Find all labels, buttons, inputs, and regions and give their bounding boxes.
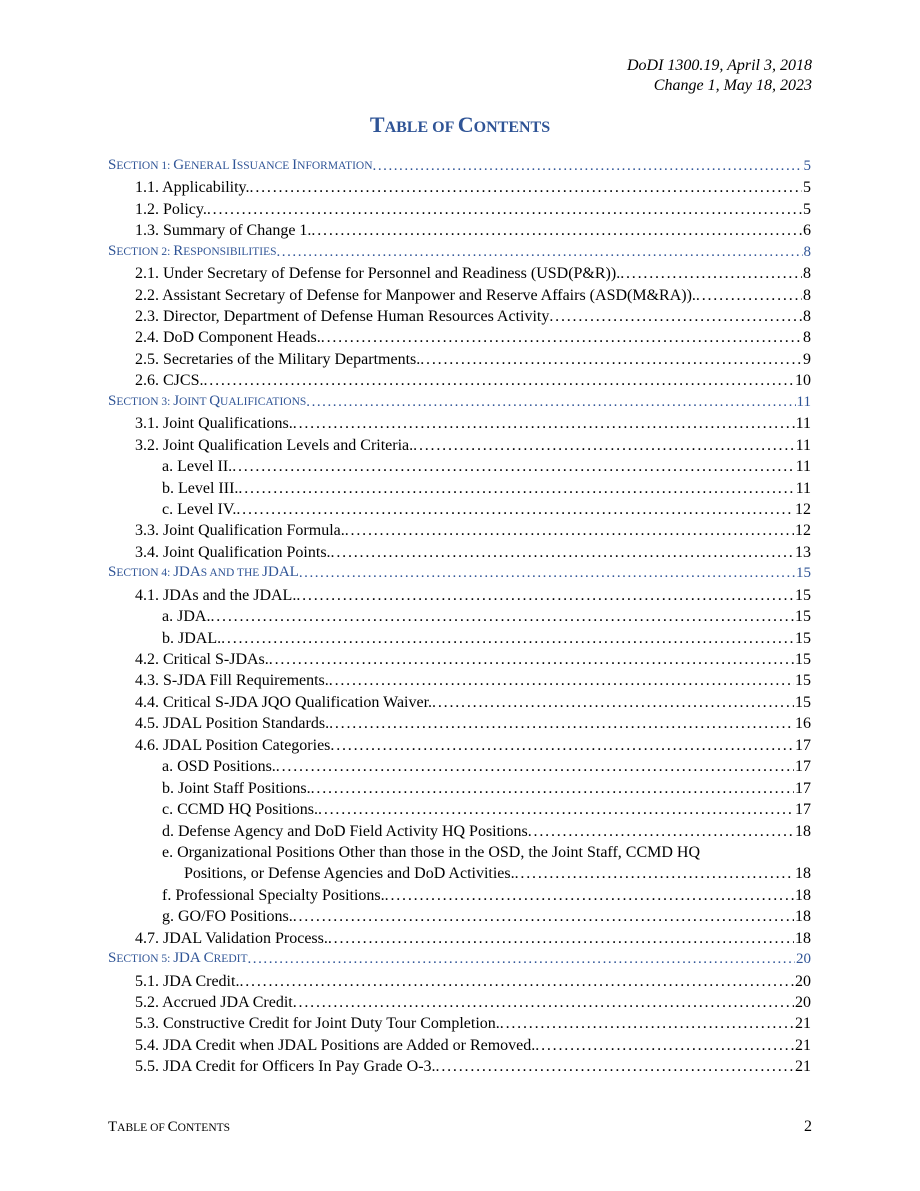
table-of-contents	[108, 156, 811, 1078]
toc-subitem-continuation[interactable]	[108, 863, 811, 884]
toc-page-number: 8	[803, 286, 811, 304]
toc-subitem[interactable]	[108, 906, 811, 927]
toc-page-number: 15	[796, 565, 811, 582]
dot-leader	[385, 885, 794, 906]
dot-leader	[535, 1035, 794, 1056]
toc-section-2[interactable]	[108, 242, 811, 263]
toc-page-number: 15	[795, 693, 811, 711]
dot-leader	[250, 177, 802, 198]
dot-leader	[515, 863, 794, 884]
toc-subitem[interactable]	[108, 478, 811, 499]
toc-item-label: 3.3. Joint Qualification Formula.	[135, 522, 345, 540]
toc-item-label: a. Level II.	[162, 458, 233, 476]
dot-leader	[203, 370, 794, 391]
toc-section-label: SECTION 4: JDAS AND THE JDAL	[108, 564, 299, 581]
toc-page-number: 5	[803, 200, 811, 218]
toc-page-number: 17	[795, 779, 811, 797]
toc-item[interactable]	[108, 413, 811, 434]
toc-page-number: 18	[795, 908, 811, 926]
toc-item[interactable]	[108, 713, 811, 734]
toc-item[interactable]	[108, 692, 811, 713]
toc-item-label: 5.1. JDA Credit.	[135, 972, 240, 990]
toc-item[interactable]	[108, 328, 811, 349]
toc-page-number: 8	[803, 265, 811, 283]
toc-section-label: SECTION 5: JDA CREDIT	[108, 950, 248, 967]
toc-item-label: d. Defense Agency and DoD Field Activity HQ Positions	[162, 822, 528, 840]
toc-item[interactable]	[108, 285, 811, 306]
dot-leader	[269, 649, 794, 670]
toc-page-number: 16	[795, 715, 811, 733]
dot-leader	[436, 1056, 794, 1077]
toc-item-label-cont: Positions, or Defense Agencies and DoD Activities.	[184, 865, 515, 883]
toc-page-number: 20	[795, 994, 811, 1012]
toc-page-number: 12	[795, 500, 811, 518]
toc-item-label: 1.1. Applicability.	[135, 179, 250, 197]
dot-leader	[528, 821, 794, 842]
dot-leader	[500, 1014, 794, 1035]
toc-subitem[interactable]	[108, 456, 811, 477]
toc-page-number: 15	[795, 586, 811, 604]
toc-item-label: b. JDAL.	[162, 629, 222, 647]
toc-page-number: 18	[795, 865, 811, 883]
dot-leader	[236, 499, 794, 520]
toc-page-number: 15	[795, 629, 811, 647]
toc-item[interactable]	[108, 735, 811, 756]
dot-leader	[318, 799, 794, 820]
toc-item-label: 1.3. Summary of Change 1.	[135, 222, 312, 240]
toc-subitem[interactable]	[108, 778, 811, 799]
toc-item-label: 4.1. JDAs and the JDAL.	[135, 586, 297, 604]
footer-title: TABLE OF CONTENTS	[108, 1119, 231, 1135]
dot-leader	[696, 285, 802, 306]
toc-item[interactable]	[108, 199, 811, 220]
dot-leader	[620, 263, 802, 284]
toc-item[interactable]	[108, 542, 811, 563]
toc-page-number: 15	[795, 651, 811, 669]
toc-item[interactable]	[108, 671, 811, 692]
toc-item[interactable]	[108, 1014, 811, 1035]
dot-leader	[306, 392, 795, 413]
toc-item-label: 4.4. Critical S-JDA JQO Qualification Waiver.	[135, 693, 433, 711]
toc-item-label: 5.2. Accrued JDA Credit	[135, 994, 293, 1012]
dot-leader	[329, 671, 794, 692]
dot-leader	[331, 542, 794, 563]
dot-leader	[293, 906, 794, 927]
dot-leader	[432, 692, 794, 713]
toc-page-number: 13	[795, 543, 811, 561]
toc-page-number: 11	[795, 458, 811, 476]
toc-subitem[interactable]	[108, 628, 811, 649]
header-doc-id: DoDI 1300.19, April 3, 2018	[626, 57, 812, 74]
toc-page-number: 11	[796, 393, 811, 410]
toc-page-number: 21	[795, 1015, 811, 1033]
dot-leader	[373, 156, 803, 177]
toc-page-number: 10	[795, 372, 811, 390]
toc-item-label: 3.2. Joint Qualification Levels and Criteria.	[135, 436, 414, 454]
toc-item-label: 2.6. CJCS.	[135, 372, 204, 390]
dot-leader	[296, 585, 794, 606]
toc-page-number: 21	[795, 1036, 811, 1054]
toc-section-label: SECTION 1: GENERAL ISSUANCE INFORMATION	[108, 156, 373, 173]
dot-leader	[207, 199, 802, 220]
toc-item[interactable]	[108, 1035, 811, 1056]
dot-leader	[413, 435, 794, 456]
toc-item[interactable]	[108, 435, 811, 456]
dot-leader	[328, 928, 794, 949]
dot-leader	[293, 413, 795, 434]
toc-page-number: 6	[803, 222, 811, 240]
toc-item[interactable]	[108, 971, 811, 992]
dot-leader	[276, 756, 794, 777]
toc-section-label: SECTION 3: JOINT QUALIFICATIONS	[108, 392, 307, 409]
toc-page-number: 21	[795, 1058, 811, 1076]
document-header	[627, 56, 812, 96]
toc-item[interactable]	[108, 1056, 811, 1077]
toc-item[interactable]	[108, 177, 811, 198]
toc-item-label: f. Professional Specialty Positions.	[162, 886, 385, 904]
dot-leader	[221, 628, 794, 649]
page-number: 2	[804, 1118, 812, 1135]
toc-item-label: 4.2. Critical S-JDAs.	[135, 651, 269, 669]
toc-item[interactable]	[108, 520, 811, 541]
toc-item[interactable]	[108, 220, 811, 241]
header-change: Change 1, May 18, 2023	[653, 77, 812, 94]
toc-item-label: e. Organizational Positions Other than those in the OSD, the Joint Staff, CCMD HQ	[162, 844, 701, 861]
toc-item[interactable]	[108, 649, 811, 670]
dot-leader	[330, 735, 794, 756]
toc-item-label: 2.1. Under Secretary of Defense for Personnel and Readiness (USD(P&R)).	[135, 265, 621, 283]
toc-item-label: 1.2. Policy.	[135, 200, 207, 218]
dot-leader	[293, 992, 794, 1013]
toc-page-number: 18	[795, 886, 811, 904]
dot-leader	[232, 456, 794, 477]
dot-leader	[299, 563, 795, 584]
toc-page-number: 18	[795, 822, 811, 840]
toc-item-label: 2.3. Director, Department of Defense Human Resources Activity	[135, 308, 550, 326]
toc-page-number: 11	[795, 479, 811, 497]
toc-page-number: 20	[796, 951, 811, 968]
toc-item-label: b. Joint Staff Positions.	[162, 779, 311, 797]
toc-subitem[interactable]	[108, 756, 811, 777]
toc-item-label: 5.4. JDA Credit when JDAL Positions are Added or Removed.	[135, 1036, 536, 1054]
toc-page-number: 17	[795, 801, 811, 819]
toc-item-label: 4.3. S-JDA Fill Requirements.	[135, 672, 329, 690]
dot-leader	[210, 606, 794, 627]
dot-leader	[329, 713, 794, 734]
toc-page-number: 18	[795, 929, 811, 947]
toc-section-1[interactable]	[108, 156, 811, 177]
toc-item-label: 3.4. Joint Qualification Points.	[135, 543, 331, 561]
dot-leader	[321, 328, 802, 349]
toc-section-3[interactable]	[108, 392, 811, 413]
toc-item-label: b. Level III.	[162, 479, 239, 497]
page-title: TABLE OF CONTENTS	[369, 112, 551, 137]
toc-item-label: 5.5. JDA Credit for Officers In Pay Grade O-3.	[135, 1058, 436, 1076]
toc-subitem[interactable]	[108, 821, 811, 842]
dot-leader	[238, 478, 794, 499]
toc-subitem[interactable]	[108, 606, 811, 627]
toc-page-number: 11	[795, 415, 811, 433]
dot-leader	[248, 949, 796, 970]
toc-page-number: 15	[795, 608, 811, 626]
toc-item[interactable]	[108, 585, 811, 606]
toc-page-number: 5	[803, 157, 811, 174]
toc-page-number: 12	[795, 522, 811, 540]
toc-page-number: 17	[795, 736, 811, 754]
toc-page-number: 8	[803, 243, 811, 260]
toc-item-label: c. Level IV.	[162, 500, 237, 518]
toc-item[interactable]	[108, 349, 811, 370]
toc-item-label: g. GO/FO Positions.	[162, 908, 293, 926]
toc-item[interactable]	[108, 306, 811, 327]
toc-section-5[interactable]	[108, 949, 811, 970]
toc-item-label: a. OSD Positions.	[162, 758, 276, 776]
toc-item-label: 4.6. JDAL Position Categories	[135, 736, 331, 754]
toc-page-number: 8	[803, 329, 811, 347]
dot-leader	[277, 242, 803, 263]
dot-leader	[239, 971, 794, 992]
toc-page-number: 11	[795, 436, 811, 454]
toc-page-number: 9	[803, 350, 811, 368]
toc-item[interactable]	[108, 992, 811, 1013]
page-footer	[108, 1117, 812, 1137]
toc-item-label: 4.5. JDAL Position Standards.	[135, 715, 330, 733]
toc-item-label: 2.2. Assistant Secretary of Defense for Manpower and Reserve Affairs (ASD(M&RA)).	[135, 286, 696, 304]
toc-item-label: a. JDA.	[162, 608, 211, 626]
toc-subitem[interactable]	[108, 499, 811, 520]
toc-item-label: 5.3. Constructive Credit for Joint Duty Tour Completion.	[135, 1015, 500, 1033]
toc-item-label: 2.5. Secretaries of the Military Departments.	[135, 350, 421, 368]
toc-item[interactable]	[108, 928, 811, 949]
toc-page-number: 8	[803, 308, 811, 326]
toc-page-number: 5	[803, 179, 811, 197]
dot-leader	[420, 349, 802, 370]
toc-subitem[interactable]	[108, 799, 811, 820]
toc-item-label: 3.1. Joint Qualifications.	[135, 415, 293, 433]
toc-item[interactable]	[108, 370, 811, 391]
toc-page-number: 15	[795, 672, 811, 690]
toc-section-label: SECTION 2: RESPONSIBILITIES	[108, 242, 277, 259]
dot-leader	[549, 306, 802, 327]
toc-item-label: 2.4. DoD Component Heads.	[135, 329, 321, 347]
toc-item-label: c. CCMD HQ Positions.	[162, 801, 319, 819]
toc-item-label: 4.7. JDAL Validation Process.	[135, 929, 328, 947]
dot-leader	[345, 520, 794, 541]
toc-item[interactable]	[108, 263, 811, 284]
dot-leader	[311, 778, 794, 799]
dot-leader	[311, 220, 802, 241]
toc-page-number: 17	[795, 758, 811, 776]
toc-subitem-wrapped[interactable]	[108, 842, 811, 863]
toc-subitem[interactable]	[108, 885, 811, 906]
toc-page-number: 20	[795, 972, 811, 990]
toc-section-4[interactable]	[108, 563, 811, 584]
